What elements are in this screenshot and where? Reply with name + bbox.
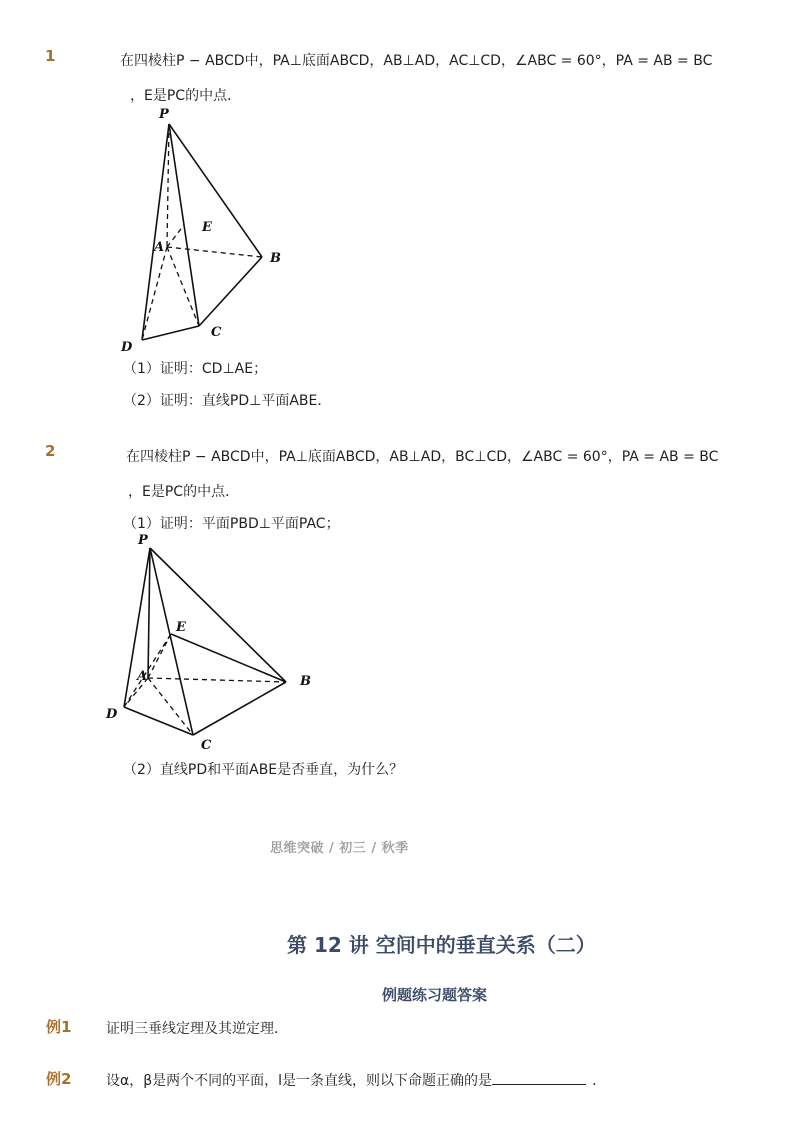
example-text: 证明三垂线定理及其逆定理． <box>106 1021 288 1037</box>
pyramid-figure-1 <box>110 105 300 355</box>
example-label: 例2 <box>46 1070 72 1088</box>
problem-part-1: （1）证明：CD⊥AE； <box>123 361 268 377</box>
edge-AE-hidden <box>167 225 184 247</box>
edge-CB <box>199 257 262 326</box>
vertex-label-A: A <box>154 240 165 255</box>
section-title: 例题练习题答案 <box>382 986 488 1004</box>
edge-CB <box>193 682 286 735</box>
vertex-label-B: B <box>300 674 311 689</box>
answer-blank[interactable] <box>492 1072 586 1085</box>
vertex-label-D: D <box>106 707 118 722</box>
edge-AB-hidden <box>167 247 262 257</box>
example-text-line <box>106 1070 606 1090</box>
problem-part-2: （2）直线PD和平面ABE是否垂直，为什么？ <box>123 762 404 778</box>
example-text-end: ． <box>592 1073 607 1089</box>
vertex-label-E: E <box>176 620 186 635</box>
example-text: 设α，β是两个不同的平面，l是一条直线，则以下命题正确的是 <box>106 1073 493 1089</box>
vertex-label-B: B <box>270 251 281 266</box>
problem-statement-line2: ，E是PC的中点． <box>130 88 242 104</box>
problem-number: 1 <box>45 47 56 65</box>
edge-PD <box>142 124 169 340</box>
edge-EB <box>171 634 286 682</box>
page-footer: 思维突破 / 初三 / 秋季 <box>270 841 409 856</box>
problem-part-1: （1）证明：平面PBD⊥平面PAC； <box>123 516 340 532</box>
lecture-title: 第 12 讲 空间中的垂直关系（二） <box>287 933 596 957</box>
example-label: 例1 <box>46 1018 72 1036</box>
edge-PB <box>150 548 286 682</box>
vertex-label-E: E <box>202 220 212 235</box>
problem-statement-line2: ，E是PC的中点． <box>128 484 240 500</box>
edge-AB-hidden <box>148 678 286 682</box>
vertex-label-P: P <box>138 533 148 548</box>
vertex-label-C: C <box>211 325 222 340</box>
edge-AC-hidden <box>167 247 199 326</box>
vertex-label-D: D <box>121 340 133 355</box>
vertex-label-A: A <box>137 669 148 684</box>
edge-PA <box>148 548 150 678</box>
vertex-label-C: C <box>201 738 212 753</box>
pyramid-figure-2 <box>100 530 320 760</box>
problem-number: 2 <box>45 442 56 460</box>
edge-AD-hidden <box>142 247 167 340</box>
vertex-label-P: P <box>159 107 169 122</box>
problem-statement-line1: 在四棱柱P − ABCD中，PA⊥底面ABCD，AB⊥AD，BC⊥CD，∠ABC = 60°，PA = AB = BC <box>126 449 719 465</box>
edge-PB <box>169 124 262 257</box>
problem-statement-line1: 在四棱柱P − ABCD中，PA⊥底面ABCD，AB⊥AD，AC⊥CD，∠ABC = 60°，PA = AB = BC <box>120 53 713 69</box>
edge-DC <box>142 326 199 340</box>
problem-part-2: （2）证明：直线PD⊥平面ABE． <box>123 393 332 409</box>
edge-AE-hidden <box>148 634 171 678</box>
